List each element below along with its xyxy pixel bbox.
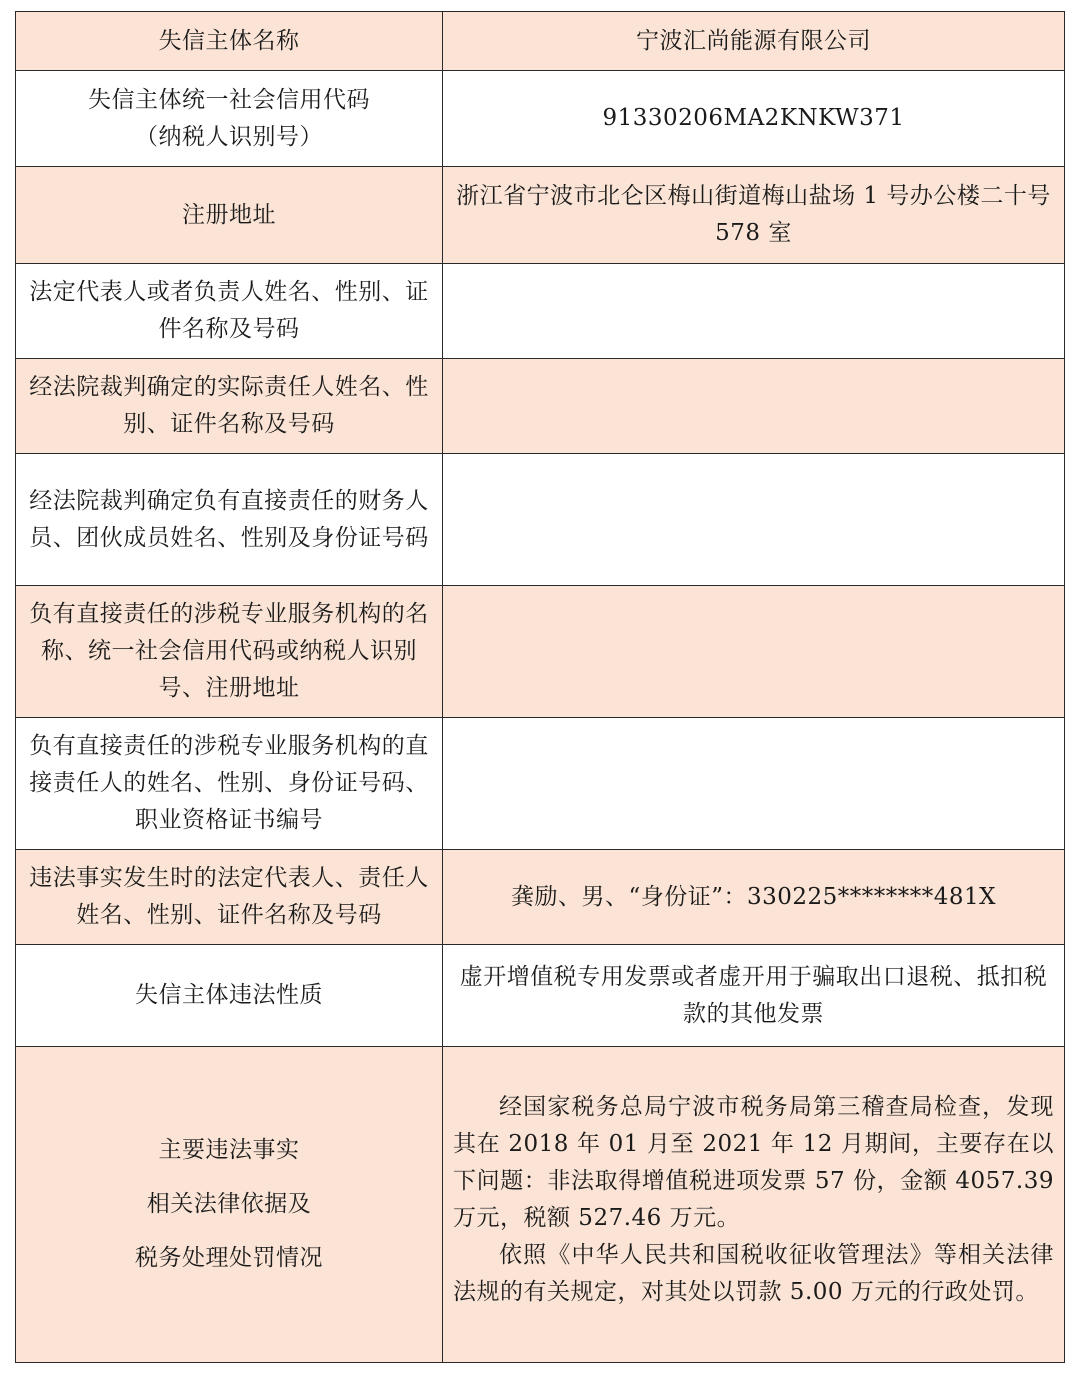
label-legal-representative: 法定代表人或者负责人姓名、性别、证件名称及号码 (16, 264, 443, 359)
label-representative-at-violation: 违法事实发生时的法定代表人、责任人姓名、性别、证件名称及号码 (16, 850, 443, 945)
value-actual-responsible-person (443, 359, 1065, 454)
row-credit-code (16, 71, 1065, 167)
label-registered-address: 注册地址 (16, 167, 443, 264)
value-credit-code: 91330206MA2KNKW371 (443, 71, 1065, 167)
row-main-facts (16, 1047, 1065, 1363)
row-violation-nature (16, 945, 1065, 1047)
row-legal-representative (16, 264, 1065, 359)
label-financial-staff: 经法院裁判确定负有直接责任的财务人员、团伙成员姓名、性别及身份证号码 (16, 454, 443, 586)
value-main-facts (443, 1047, 1065, 1363)
label-actual-responsible-person: 经法院裁判确定的实际责任人姓名、性别、证件名称及号码 (16, 359, 443, 454)
value-financial-staff (443, 454, 1065, 586)
value-registered-address: 浙江省宁波市北仑区梅山街道梅山盐场 1 号办公楼二十号 578 室 (443, 167, 1065, 264)
label-credit-code-line2: （纳税人识别号） (135, 123, 323, 150)
value-violation-nature: 虚开增值税专用发票或者虚开用于骗取出口退税、抵扣税款的其他发票 (443, 945, 1065, 1047)
label-credit-code-line1: 失信主体统一社会信用代码 (88, 86, 370, 113)
value-tax-service-agency (443, 586, 1065, 718)
label-entity-name: 失信主体名称 (16, 12, 443, 71)
dishonest-entity-table (15, 11, 1065, 1363)
row-representative-at-violation (16, 850, 1065, 945)
value-entity-name: 宁波汇尚能源有限公司 (443, 12, 1065, 71)
label-main-facts (16, 1047, 443, 1363)
facts-paragraph-inspection: 经国家税务总局宁波市税务局第三稽查局检查，发现其在 2018 年 01 月至 2021 年 12 月期间，主要存在以下问题：非法取得增值税进项发票 57 份，金额 4057.39 万元，税额 527.46 万元。 (453, 1093, 1054, 1231)
label-agency-responsible-person: 负有直接责任的涉税专业服务机构的直接责任人的姓名、性别、身份证号码、职业资格证书编号 (16, 718, 443, 850)
row-tax-service-agency (16, 586, 1065, 718)
facts-paragraph-penalty: 依照《中华人民共和国税收征收管理法》等相关法律法规的有关规定，对其处以罚款 5.00 万元的行政处罚。 (453, 1241, 1054, 1305)
row-financial-staff (16, 454, 1065, 586)
label-tax-service-agency: 负有直接责任的涉税专业服务机构的名称、统一社会信用代码或纳税人识别号、注册地址 (16, 586, 443, 718)
value-agency-responsible-person (443, 718, 1065, 850)
row-agency-responsible-person (16, 718, 1065, 850)
row-registered-address (16, 167, 1065, 264)
label-violation-nature: 失信主体违法性质 (16, 945, 443, 1047)
value-legal-representative (443, 264, 1065, 359)
label-main-facts-line1: 主要违法事实 (158, 1137, 300, 1163)
label-main-facts-line2: 相关法律依据及 (146, 1191, 312, 1217)
row-entity-name (16, 12, 1065, 71)
label-credit-code (16, 71, 443, 167)
value-representative-at-violation: 龚励、男、“身份证”：330225********481X (443, 850, 1065, 945)
label-main-facts-line3: 税务处理处罚情况 (135, 1245, 323, 1271)
row-actual-responsible-person (16, 359, 1065, 454)
